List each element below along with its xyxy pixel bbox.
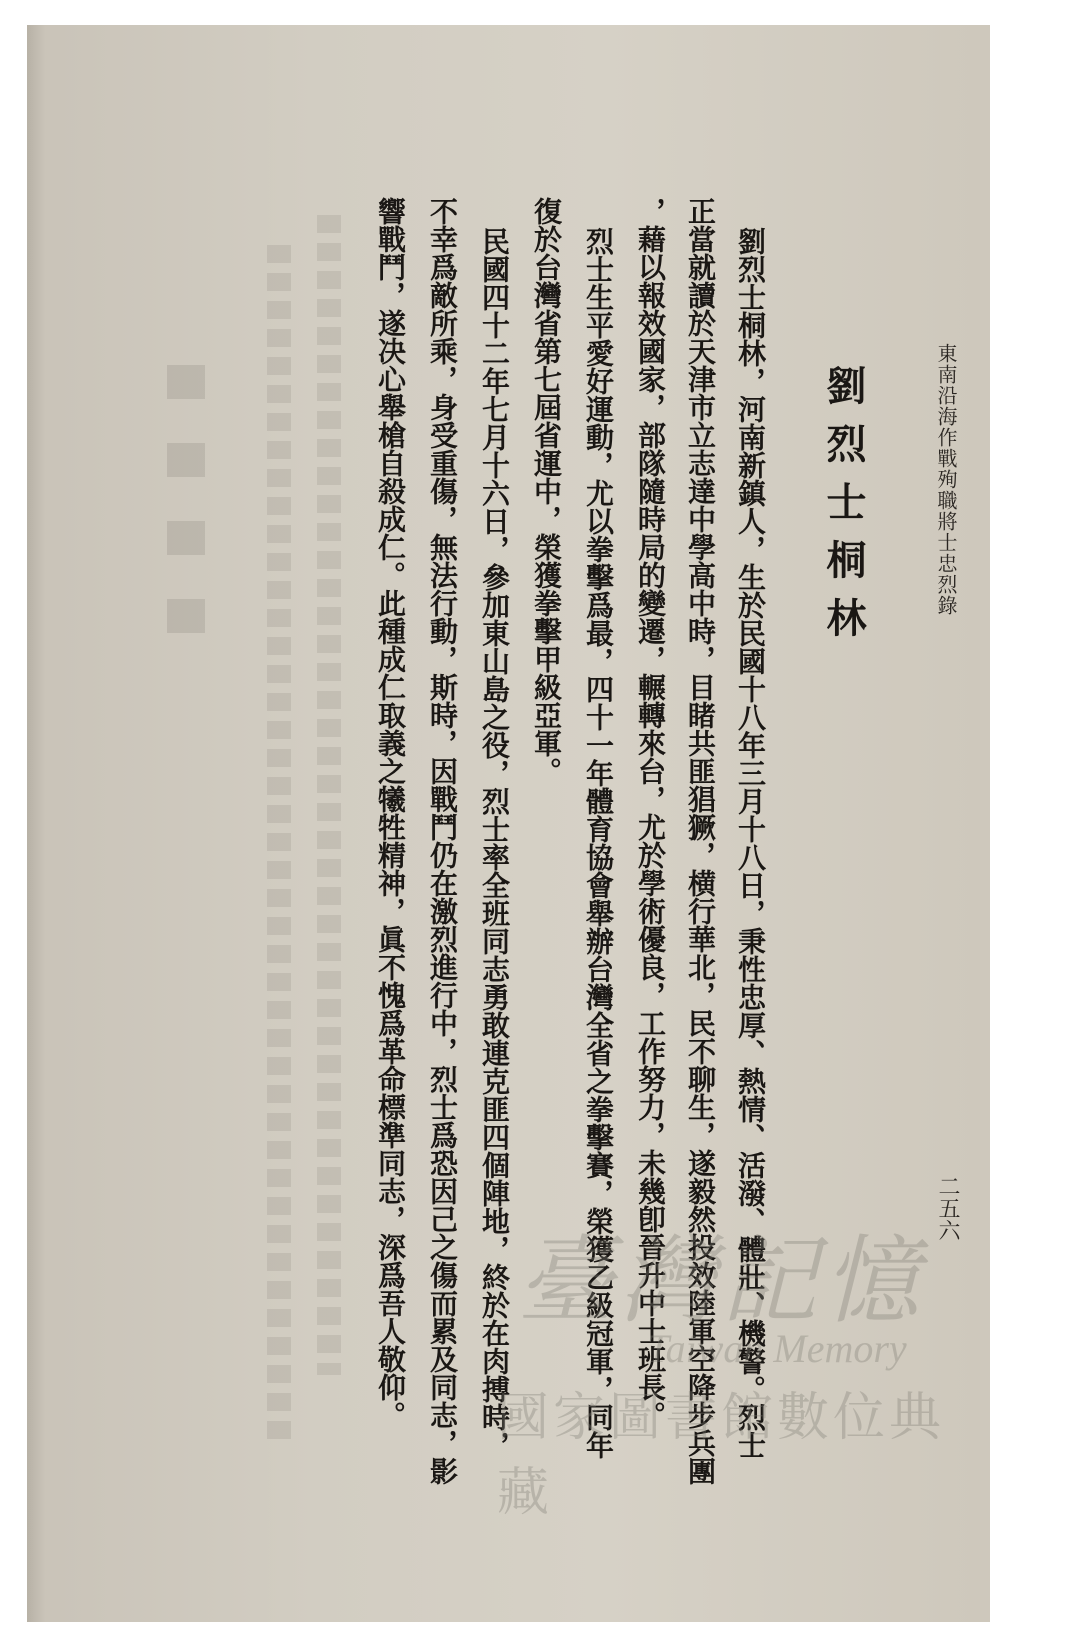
bleed-through-title	[167, 365, 205, 665]
text-column: 烈士生平愛好運動，尤以拳擊爲最，四十一年體育協會舉辦台灣全省之拳擊賽，榮獲乙級冠軍，同年	[582, 227, 615, 1459]
bleed-through-column	[267, 245, 291, 1445]
text-column: 復於台灣省第七屆省運中，榮獲拳擊甲級亞軍。	[530, 197, 563, 785]
text-column: 正當就讀於天津市立志達中學高中時，目睹共匪猖獗，横行華北，民不聊生，遂毅然投效陸軍空降步兵團	[684, 197, 717, 1485]
page-number: 二五六	[935, 1175, 960, 1241]
text-column: ，藉以報效國家，部隊隨時局的變遷，輾轉來台，尤於學術優良，工作努力，未幾卽晉升中士班長。	[634, 197, 667, 1429]
text-column: 劉烈士桐林，河南新鎮人，生於民國十八年三月十八日，秉性忠厚、熱情、活潑、體壯、機警。烈士	[734, 227, 767, 1459]
document-page	[27, 25, 990, 1622]
watermark-english: Taiwan Memory	[647, 1326, 907, 1371]
running-header: 東南沿海作戰殉職將士忠烈錄	[934, 343, 958, 616]
article-title: 劉烈士桐林	[820, 365, 867, 655]
text-column: 民國四十二年七月十六日，參加東山島之役，烈士率全班同志勇敢連克匪四個陣地，終於在肉搏時，	[478, 227, 511, 1459]
bleed-through-column	[317, 215, 341, 1375]
watermark	[497, 1205, 977, 1522]
text-column: 響戰鬥，遂决心舉槍自殺成仁。此種成仁取義之犧牲精神，眞不愧爲革命標準同志，深爲吾人敬仰。	[374, 197, 407, 1429]
text-column: 不幸爲敵所乘，身受重傷，無法行動，斯時，因戰鬥仍在激烈進行中，烈士爲恐因己之傷而累及同志，影	[426, 197, 459, 1485]
watermark-logo-text: 臺灣記憶	[517, 1225, 925, 1337]
watermark-library: 國家圖書館數位典藏	[497, 1389, 946, 1522]
